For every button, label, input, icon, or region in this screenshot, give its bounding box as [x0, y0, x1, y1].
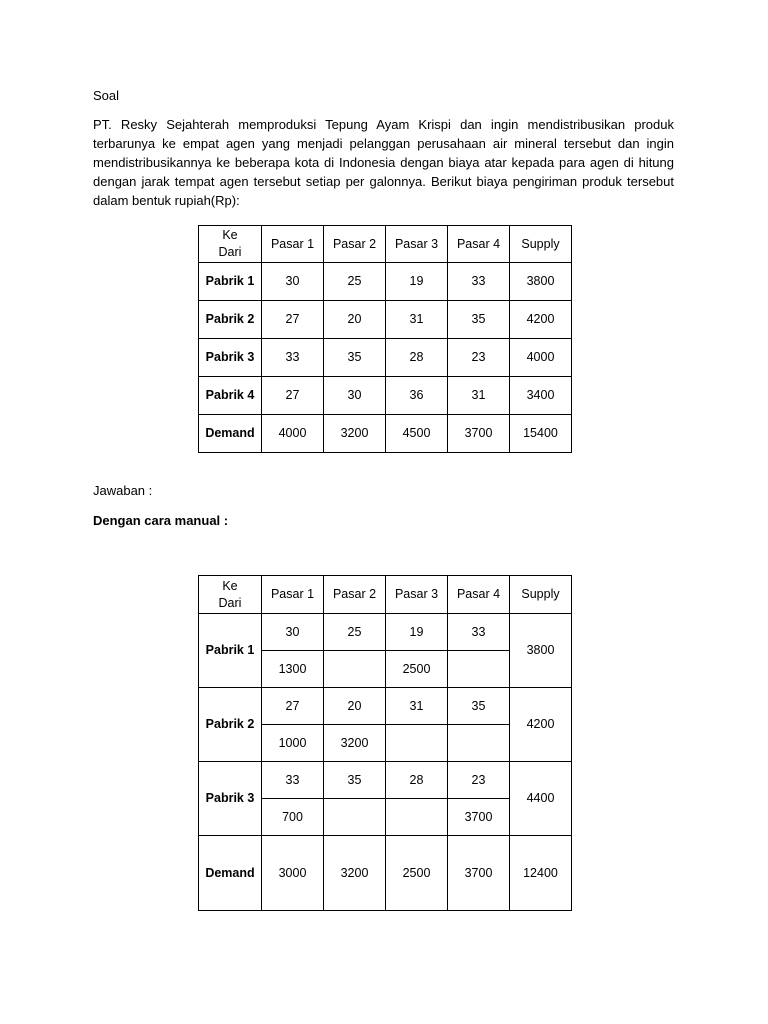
allocation-table: [198, 575, 572, 911]
cost-row: [199, 762, 572, 799]
column-header: Pasar 3: [386, 226, 448, 263]
column-header: Supply: [510, 226, 572, 263]
cost-cell: 19: [386, 614, 448, 651]
table-cell: 28: [386, 339, 448, 377]
table-cell: 36: [386, 377, 448, 415]
cost-table: [198, 225, 572, 453]
column-header: Pasar 3: [386, 576, 448, 614]
row-label: Pabrik 1: [199, 263, 262, 301]
row-label: Pabrik 2: [199, 301, 262, 339]
table-cell: 35: [324, 339, 386, 377]
supply-cell: 4400: [510, 762, 572, 836]
cost-cell: 20: [324, 688, 386, 725]
cost-cell: 35: [448, 688, 510, 725]
allocation-cell: 1300: [262, 651, 324, 688]
cost-cell: 35: [324, 762, 386, 799]
row-label: Pabrik 3: [199, 762, 262, 836]
column-header: Pasar 4: [448, 576, 510, 614]
table-header-row: [199, 226, 572, 263]
corner-dari: Dari: [218, 595, 242, 610]
table-cell: 3800: [510, 263, 572, 301]
row-label: Pabrik 3: [199, 339, 262, 377]
table-cell: 31: [386, 301, 448, 339]
cost-cell: 27: [262, 688, 324, 725]
table-cell: 19: [386, 263, 448, 301]
corner-dari: Dari: [218, 245, 242, 259]
cost-cell: 30: [262, 614, 324, 651]
table-cell: 35: [448, 301, 510, 339]
allocation-cell: [324, 799, 386, 836]
column-header: Supply: [510, 576, 572, 614]
table-cell: 3700: [448, 415, 510, 453]
column-header: Pasar 1: [262, 576, 324, 614]
row-label: Pabrik 4: [199, 377, 262, 415]
allocation-cell: 3700: [448, 799, 510, 836]
corner-cell: [199, 576, 262, 614]
allocation-cell: [386, 725, 448, 762]
column-header: Pasar 4: [448, 226, 510, 263]
column-header: Pasar 2: [324, 226, 386, 263]
table-cell: 30: [324, 377, 386, 415]
soal-heading: Soal: [93, 88, 120, 103]
demand-cell: 3200: [324, 836, 386, 911]
table-cell: 15400: [510, 415, 572, 453]
table-row: [199, 301, 572, 339]
column-header: Pasar 2: [324, 576, 386, 614]
cost-row: [199, 688, 572, 725]
allocation-cell: 1000: [262, 725, 324, 762]
cost-row: [199, 614, 572, 651]
demand-cell: 3000: [262, 836, 324, 911]
table-cell: 4500: [386, 415, 448, 453]
table-cell: 23: [448, 339, 510, 377]
supply-cell: 3800: [510, 614, 572, 688]
demand-cell: 12400: [510, 836, 572, 911]
cost-cell: 33: [448, 614, 510, 651]
table-row: [199, 415, 572, 453]
allocation-cell: 700: [262, 799, 324, 836]
cost-cell: 33: [262, 762, 324, 799]
table-row: [199, 377, 572, 415]
allocation-cell: [386, 799, 448, 836]
corner-ke: Ke: [222, 228, 238, 242]
row-label: Pabrik 2: [199, 688, 262, 762]
column-header: Pasar 1: [262, 226, 324, 263]
table-header-row: [199, 576, 572, 614]
table-cell: 31: [448, 377, 510, 415]
table-cell: 25: [324, 263, 386, 301]
row-label: Demand: [199, 836, 262, 911]
table-cell: 4200: [510, 301, 572, 339]
corner-ke: Ke: [222, 578, 238, 593]
allocation-cell: 2500: [386, 651, 448, 688]
allocation-cell: [324, 651, 386, 688]
manual-heading: Dengan cara manual :: [93, 513, 229, 528]
table-cell: 20: [324, 301, 386, 339]
cost-cell: 23: [448, 762, 510, 799]
row-label: Pabrik 1: [199, 614, 262, 688]
allocation-cell: [448, 725, 510, 762]
table-cell: 27: [262, 377, 324, 415]
cost-cell: 31: [386, 688, 448, 725]
demand-row: [199, 836, 572, 911]
problem-paragraph: PT. Resky Sejahterah memproduksi Tepung Ayam Krispi dan ingin mendistribusikan produk terbarunya ke empat agen yang menjadi pelanggan perusahaan air mineral tersebut dan ingin mendistribusikannya ke beberapa kota di Indonesia dengan biaya atar kepada para agen di hitung dengan jarak tempat agen tersebut setiap per galonnya. Berikut biaya pengiriman produk tersebut dalam bentuk rupiah(Rp):: [93, 117, 674, 208]
supply-cell: 4200: [510, 688, 572, 762]
demand-cell: 2500: [386, 836, 448, 911]
table-cell: 4000: [262, 415, 324, 453]
table-cell: 3400: [510, 377, 572, 415]
table-cell: 3200: [324, 415, 386, 453]
table-cell: 33: [262, 339, 324, 377]
table-cell: 27: [262, 301, 324, 339]
table-row: [199, 263, 572, 301]
table-cell: 30: [262, 263, 324, 301]
cost-cell: 25: [324, 614, 386, 651]
table-cell: 33: [448, 263, 510, 301]
cost-cell: 28: [386, 762, 448, 799]
table-row: [199, 339, 572, 377]
corner-cell: [199, 226, 262, 263]
row-label: Demand: [199, 415, 262, 453]
table-cell: 4000: [510, 339, 572, 377]
allocation-cell: [448, 651, 510, 688]
allocation-cell: 3200: [324, 725, 386, 762]
demand-cell: 3700: [448, 836, 510, 911]
jawaban-heading: Jawaban :: [93, 483, 153, 498]
